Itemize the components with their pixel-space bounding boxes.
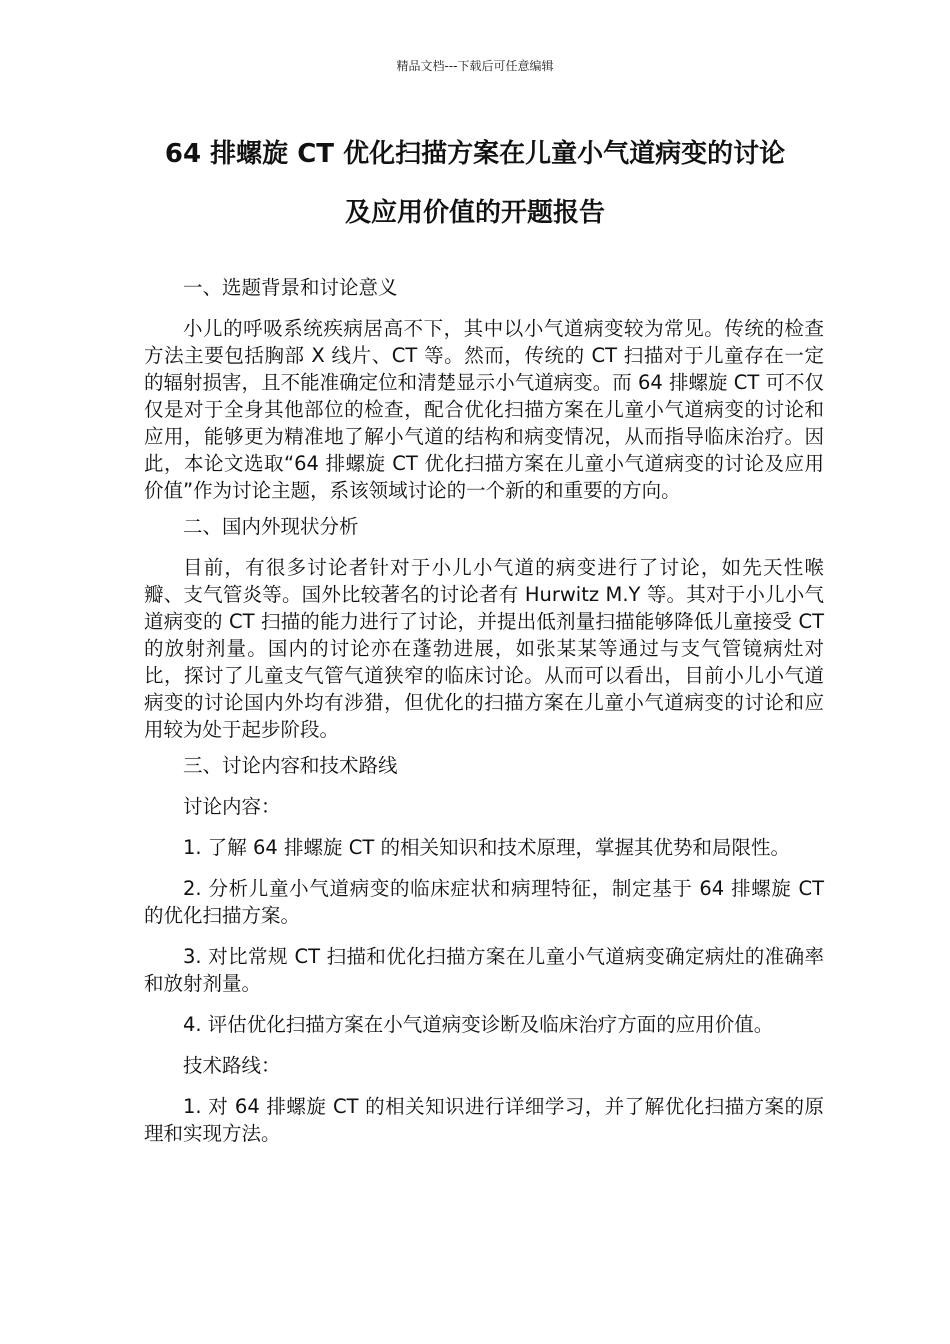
document-body [144, 274, 824, 1147]
paragraph-background: 小儿的呼吸系统疾病居高不下，其中以小气道病变较为常见。传统的检查方法主要包括胸部 X 线片、CT 等。然而，传统的 CT 扫描对于儿童存在一定的辐射损害，且不能准确定位和清楚显示小气道病变。而 64 排螺旋 CT 可不仅仅是对于全身其他部位的检查，配合优化扫描方案在儿童小气道病变的讨论和应用，能够更为精准地了解小气道的结构和病变情况，从而指导临床治疗。因此，本论文选取“64 排螺旋 CT 优化扫描方案在儿童小气道病变的讨论及应用价值”作为讨论主题，系该领域讨论的一个新的和重要的方向。 [144, 317, 824, 502]
route-item: 1. 对 64 排螺旋 CT 的相关知识进行详细学习，并了解优化扫描方案的原理和实现方法。 [144, 1095, 824, 1145]
paragraph-status: 目前，有很多讨论者针对于小儿小气道的病变进行了讨论，如先天性喉瓣、支气管炎等。国外比较著名的讨论者有 Hurwitz M.Y 等。其对于小儿小气道病变的 CT 扫描的能力进行了讨论，并提出低剂量扫描能够降低儿童接受 CT 的放射剂量。国内的讨论亦在蓬勃进展，如张某某等通过与支气管镜病灶对比，探讨了儿童支气管气道狭窄的临床讨论。从而可以看出，目前小儿小气道病变的讨论国内外均有涉猎，但优化的扫描方案在儿童小气道病变的讨论和应用较为处于起步阶段。 [144, 556, 824, 741]
content-item: 4. 评估优化扫描方案在小气道病变诊断及临床治疗方面的应用价值。 [183, 1013, 774, 1036]
section-heading-background: 一、选题背景和讨论意义 [183, 276, 398, 299]
content-item: 2. 分析儿童小气道病变的临床症状和病理特征，制定基于 64 排螺旋 CT 的优化扫描方案。 [144, 877, 824, 927]
section-heading-content-route: 三、讨论内容和技术路线 [183, 754, 398, 777]
content-item: 1. 了解 64 排螺旋 CT 的相关知识和技术原理，掌握其优势和局限性。 [183, 836, 790, 859]
document-title-line-1: 64 排螺旋 CT 优化扫描方案在儿童小气道病变的讨论 [164, 139, 786, 169]
document-title-line-2: 及应用价值的开题报告 [344, 198, 605, 228]
route-label: 技术路线： [183, 1054, 281, 1077]
header-note: 精品文档---下载后可任意编辑 [396, 59, 554, 73]
content-label: 讨论内容： [183, 795, 281, 818]
section-heading-status: 二、国内外现状分析 [183, 515, 359, 538]
content-item: 3. 对比常规 CT 扫描和优化扫描方案在儿童小气道病变确定病灶的准确率和放射剂量。 [144, 945, 824, 995]
